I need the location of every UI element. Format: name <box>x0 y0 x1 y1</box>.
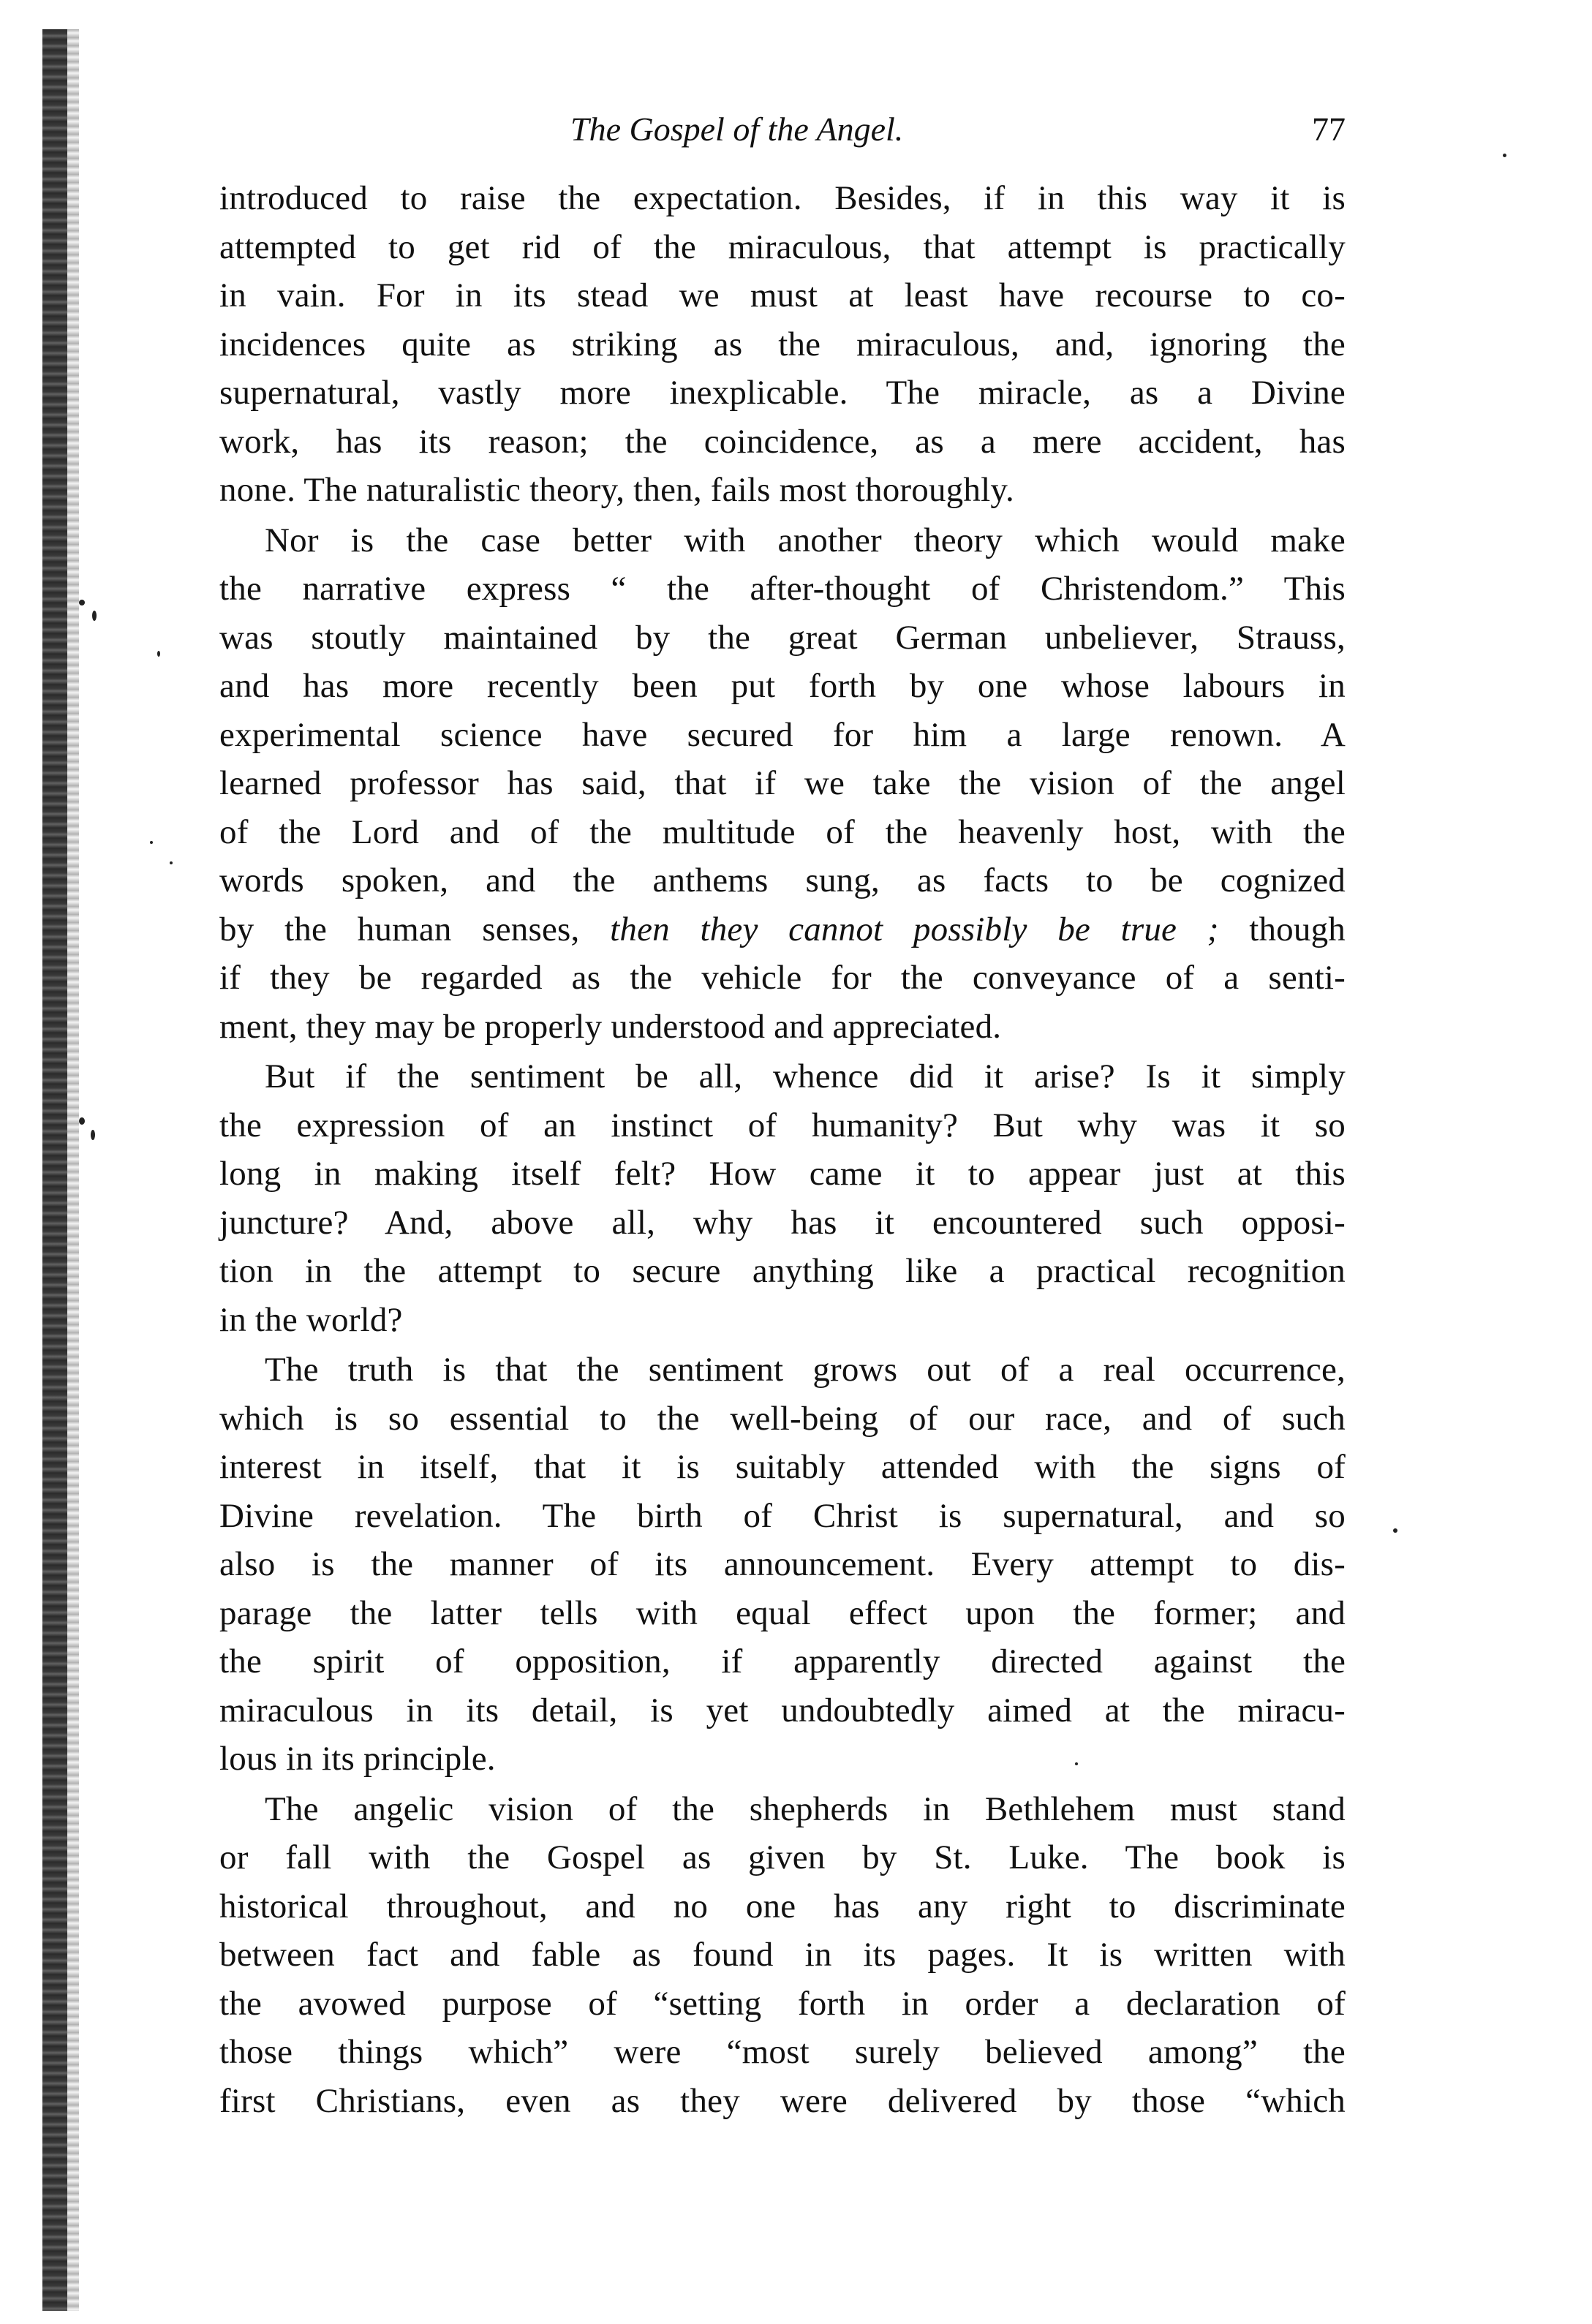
text-line: work, has its reason; the coincidence, as a mere accident, has <box>219 422 1346 461</box>
text-line: was stoutly maintained by the great German unbeliever, Strauss, <box>219 618 1346 657</box>
text-line: long in making itself felt? How came it to appear just at this <box>219 1155 1346 1193</box>
text-line: words spoken, and the anthems sung, as facts to be cognized <box>219 861 1346 899</box>
text-line: the narrative express “ the after-thought of Christendom.” This <box>219 570 1346 608</box>
text-line: But if the sentiment be all, whence did it arise? Is it simply <box>265 1057 1346 1095</box>
paragraph-5 <box>219 1785 1346 2126</box>
text-line: none. The naturalistic theory, then, fails most thoroughly. <box>219 471 1014 509</box>
body-text <box>219 174 1346 2125</box>
running-head <box>219 110 1346 168</box>
text-line: Nor is the case better with another theory which would make <box>265 521 1346 559</box>
book-binding-edge <box>42 29 67 2311</box>
text-line: those things which” were “most surely believed among” the <box>219 2033 1346 2071</box>
text-line: of the Lord and of the multitude of the heavenly host, with the <box>219 812 1346 851</box>
text-run: by the human senses, <box>219 910 611 948</box>
paragraph-3 <box>219 1052 1346 1344</box>
text-line-mixed <box>219 905 1346 954</box>
text-line: introduced to raise the expectation. Besides, if in this way it is <box>219 179 1346 217</box>
text-line: tion in the attempt to secure anything like a practical recognition <box>219 1252 1346 1290</box>
text-line: the spirit of opposition, if apparently directed against the <box>219 1642 1346 1680</box>
paragraph-1 <box>219 174 1346 515</box>
text-line: also is the manner of its announcement. Every attempt to dis- <box>219 1545 1346 1583</box>
running-title: The Gospel of the Angel. <box>570 110 904 148</box>
text-line: in the world? <box>219 1300 403 1339</box>
text-line: or fall with the Gospel as given by St. Luke. The book is <box>219 1838 1346 1876</box>
text-line: which is so essential to the well-being of our race, and of such <box>219 1399 1346 1438</box>
text-line: interest in itself, that it is suitably attended with the signs of <box>219 1448 1346 1486</box>
text-line: between fact and fable as found in its pages. It is written with <box>219 1936 1346 1974</box>
text-line: ment, they may be properly understood and appreciated. <box>219 1007 1002 1046</box>
text-run: though <box>1218 910 1346 948</box>
text-line: first Christians, even as they were delivered by those “which <box>219 2081 1346 2120</box>
text-line: in vain. For in its stead we must at least have recourse to co- <box>219 276 1346 314</box>
book-page <box>219 110 1346 2127</box>
text-line: supernatural, vastly more inexplicable. The miracle, as a Divine <box>219 374 1346 412</box>
text-line: miraculous in its detail, is yet undoubtedly aimed at the miracu- <box>219 1691 1346 1729</box>
emphasis-run: then they cannot possibly be true ; <box>610 910 1219 948</box>
text-line: The truth is that the sentiment grows out of a real occurrence, <box>265 1351 1346 1389</box>
text-line: and has more recently been put forth by one whose labours in <box>219 667 1346 705</box>
text-line: juncture? And, above all, why has it encountered such opposi- <box>219 1203 1346 1242</box>
paragraph-4 <box>219 1346 1346 1784</box>
text-line: historical throughout, and no one has any right to discriminate <box>219 1887 1346 1925</box>
text-line: the expression of an instinct of humanity? But why was it so <box>219 1106 1346 1144</box>
text-line: learned professor has said, that if we take the vision of the angel <box>219 764 1346 802</box>
paragraph-2 <box>219 516 1346 1052</box>
text-line: attempted to get rid of the miraculous, that attempt is practically <box>219 227 1346 266</box>
text-line: the avowed purpose of “setting forth in order a declaration of <box>219 1984 1346 2023</box>
page-number: 77 <box>1312 110 1346 148</box>
text-line: The angelic vision of the shepherds in Bethlehem must stand <box>265 1789 1346 1828</box>
text-line: if they be regarded as the vehicle for the conveyance of a senti- <box>219 959 1346 997</box>
text-line: parage the latter tells with equal effect upon the former; and <box>219 1593 1346 1632</box>
text-line: experimental science have secured for him a large renown. A <box>219 715 1346 754</box>
text-line: Divine revelation. The birth of Christ is supernatural, and so <box>219 1496 1346 1535</box>
text-line: incidences quite as striking as the miraculous, and, ignoring the <box>219 325 1346 363</box>
text-line: lous in its principle. <box>219 1740 496 1778</box>
